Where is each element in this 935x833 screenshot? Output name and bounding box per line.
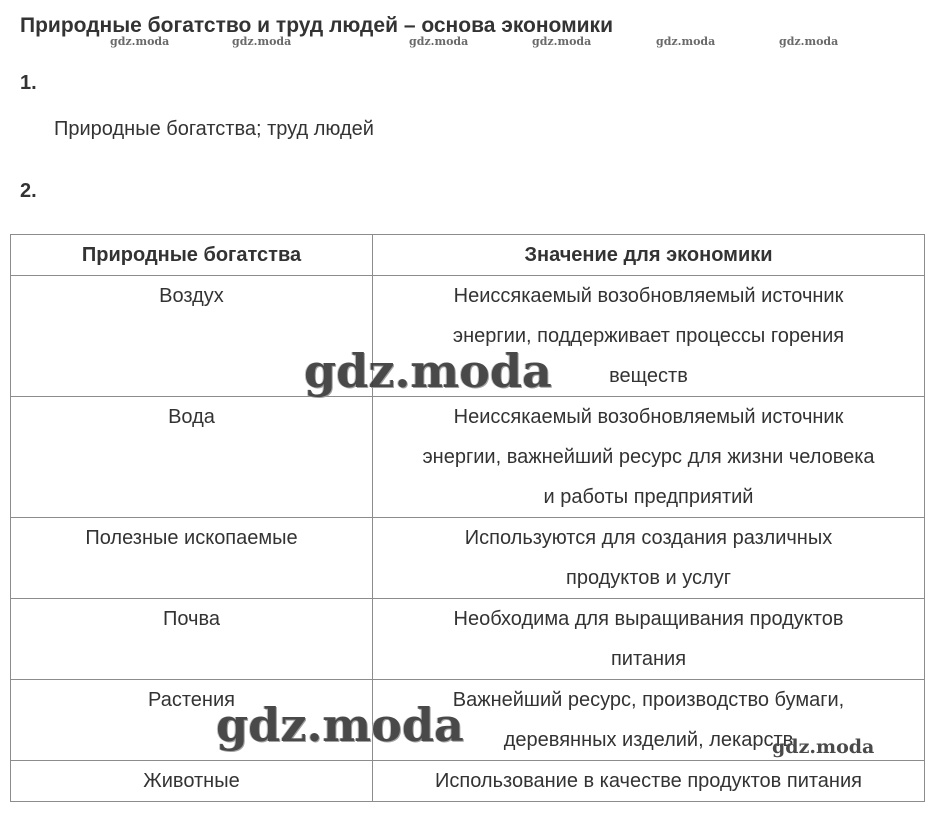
table-row <box>11 599 925 680</box>
table-row <box>11 761 925 802</box>
resource-cell: Животные <box>11 761 373 802</box>
watermark: gdz.moda <box>772 736 875 758</box>
column-header-resource: Природные богатства <box>11 235 373 276</box>
watermark-large: gdz.moda <box>216 698 464 752</box>
table-row <box>11 397 925 518</box>
meaning-line: Важнейший ресурс, производство бумаги, <box>452 689 845 711</box>
resource-cell: Полезные ископаемые <box>11 518 373 599</box>
watermark: gdz.moda <box>110 35 170 48</box>
meaning-line: веществ <box>609 365 688 387</box>
meaning-line: Неиссякаемый возобновляемый источник <box>453 285 844 307</box>
watermark-large: gdz.moda <box>304 344 552 398</box>
meaning-cell <box>373 397 925 518</box>
task-1-answer: Природные богатства; труд людей <box>54 118 374 140</box>
meaning-line: питания <box>610 648 687 670</box>
meaning-cell <box>373 518 925 599</box>
resource-cell: Почва <box>11 599 373 680</box>
watermark: gdz.moda <box>409 35 469 48</box>
meaning-line: энергии, важнейший ресурс для жизни человека <box>422 446 875 468</box>
watermark: gdz.moda <box>656 35 716 48</box>
meaning-line: Необходима для выращивания продуктов <box>453 608 844 630</box>
meaning-line: Использование в качестве продуктов питания <box>435 770 862 792</box>
meaning-line: деревянных изделий, лекарств <box>503 729 794 751</box>
watermark: gdz.moda <box>232 35 292 48</box>
table-header-row <box>11 235 925 276</box>
task-number-2: 2. <box>20 180 37 202</box>
column-header-meaning: Значение для экономики <box>373 235 925 276</box>
resource-cell: Растения <box>11 680 373 761</box>
meaning-line: Используются для создания различных <box>464 527 833 549</box>
watermark: gdz.moda <box>532 35 592 48</box>
meaning-line: и работы предприятий <box>543 486 754 508</box>
watermark: gdz.moda <box>779 35 839 48</box>
meaning-cell <box>373 599 925 680</box>
meaning-line: Неиссякаемый возобновляемый источник <box>453 406 844 428</box>
meaning-line: продуктов и услуг <box>566 567 731 589</box>
resources-table <box>10 234 925 802</box>
table-row <box>11 518 925 599</box>
page-title: Природные богатство и труд людей – основа экономики <box>20 14 613 37</box>
meaning-line: энергии, поддерживает процессы горения <box>452 325 845 347</box>
resource-cell: Вода <box>11 397 373 518</box>
meaning-cell <box>373 761 925 802</box>
resource-cell: Воздух <box>11 276 373 397</box>
task-number-1: 1. <box>20 72 37 94</box>
